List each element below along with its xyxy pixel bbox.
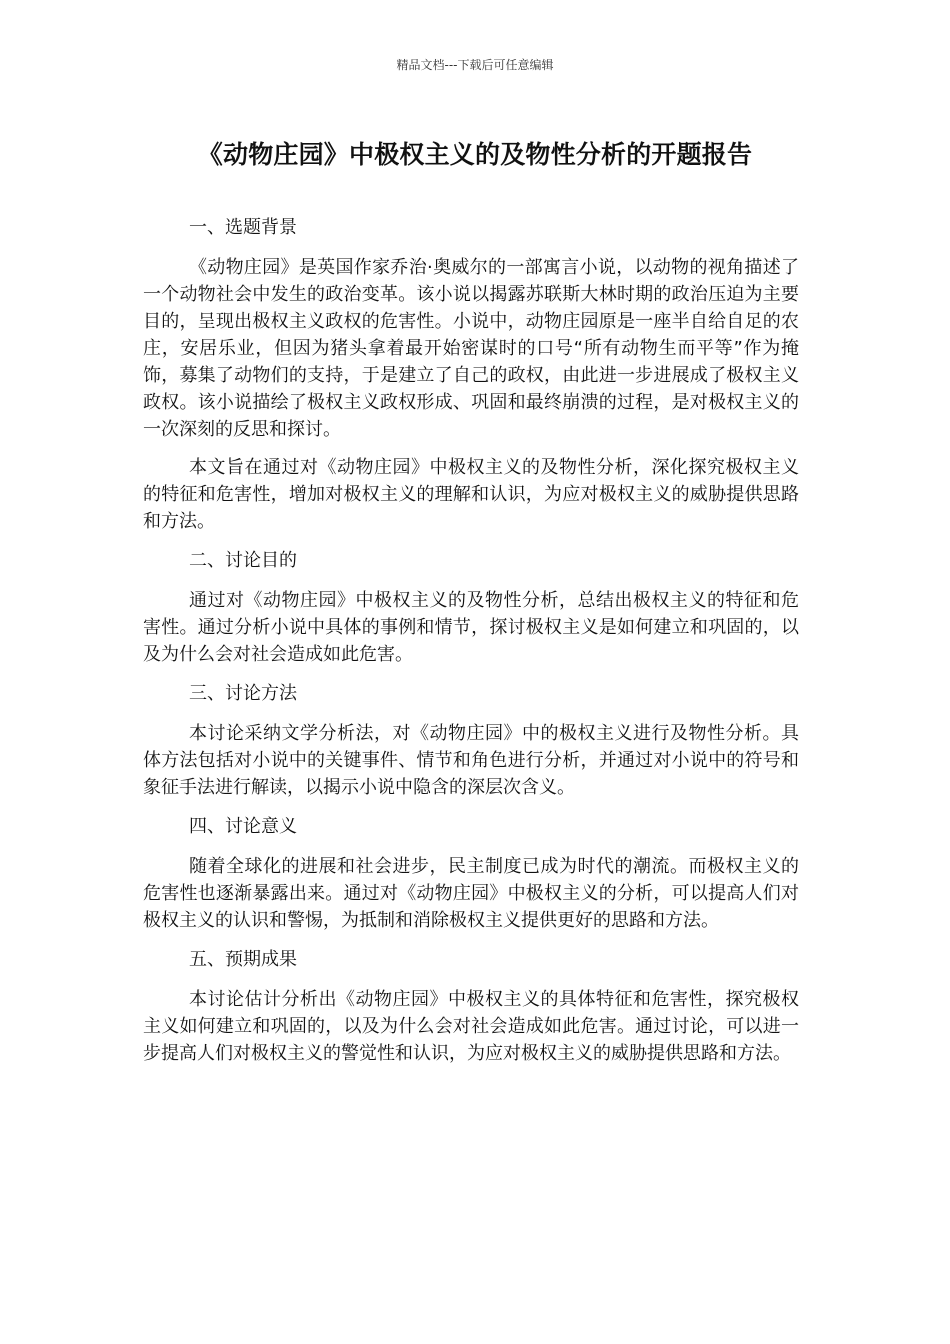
paragraph: 通过对《动物庄园》中极权主义的及物性分析，总结出极权主义的特征和危害性。通过分析小说中具体的事例和情节，探讨极权主义是如何建立和巩固的，以及为什么会对社会造成如此危害。	[143, 590, 799, 665]
section-heading: 四、讨论意义	[189, 816, 297, 837]
paragraph: 本讨论采纳文学分析法，对《动物庄园》中的极权主义进行及物性分析。具体方法包括对小说中的关键事件、情节和角色进行分析，并通过对小说中的符号和象征手法进行解读，以揭示小说中隐含的深层次含义。	[143, 723, 799, 798]
section-heading: 一、选题背景	[189, 217, 297, 238]
paragraph: 随着全球化的进展和社会进步，民主制度已成为时代的潮流。而极权主义的危害性也逐渐暴露出来。通过对《动物庄园》中极权主义的分析，可以提高人们对极权主义的认识和警惕，为抵制和消除极权主义提供更好的思路和方法。	[143, 856, 799, 931]
paragraph: 本讨论估计分析出《动物庄园》中极权主义的具体特征和危害性，探究极权主义如何建立和巩固的，以及为什么会对社会造成如此危害。通过讨论，可以进一步提高人们对极权主义的警觉性和认识，为应对极权主义的威胁提供思路和方法。	[143, 989, 799, 1064]
section-background	[143, 213, 799, 535]
header-note: 精品文档---下载后可任意编辑	[396, 58, 554, 72]
section-heading: 三、讨论方法	[189, 683, 297, 704]
section-heading: 二、讨论目的	[189, 550, 297, 571]
paragraph: 本文旨在通过对《动物庄园》中极权主义的及物性分析，深化探究极权主义的特征和危害性，增加对极权主义的理解和认识，为应对极权主义的威胁提供思路和方法。	[143, 457, 799, 532]
section-heading: 五、预期成果	[189, 949, 297, 970]
section-expected-results	[143, 945, 799, 1067]
section-method	[143, 679, 799, 801]
paragraph: 《动物庄园》是英国作家乔治·奥威尔的一部寓言小说，以动物的视角描述了一个动物社会中发生的政治变革。该小说以揭露苏联斯大林时期的政治压迫为主要目的，呈现出极权主义政权的危害性。小说中，动物庄园原是一座半自给自足的农庄，安居乐业，但因为猪头拿着最开始密谋时的口号“所有动物生而平等”作为掩饰，募集了动物们的支持，于是建立了自己的政权，由此进一步进展成了极权主义政权。该小说描绘了极权主义政权形成、巩固和最终崩溃的过程，是对极权主义的一次深刻的反思和探讨。	[143, 257, 799, 440]
section-purpose	[143, 546, 799, 668]
document-body	[143, 213, 799, 1078]
document-title: 《动物庄园》中极权主义的及物性分析的开题报告	[197, 140, 753, 169]
section-significance	[143, 812, 799, 934]
